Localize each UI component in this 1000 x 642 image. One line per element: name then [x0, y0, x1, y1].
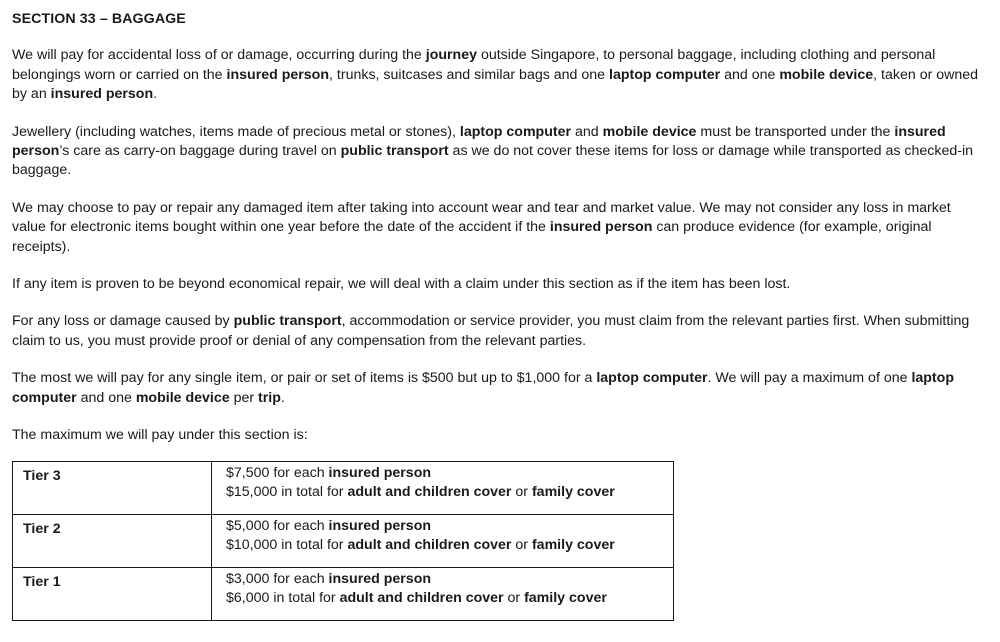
- tier-limits: [212, 514, 674, 567]
- tier-label: Tier 1: [13, 567, 212, 620]
- tier-limits: [212, 567, 674, 620]
- text-run: , taken or owned by an: [12, 66, 979, 103]
- defined-term: insured person: [328, 464, 432, 481]
- defined-term: insured person: [328, 517, 432, 534]
- per-person-limit: [226, 464, 663, 483]
- paragraph: [12, 275, 988, 294]
- text-run: The most we will pay for any single item, or pair or set of items is $500 but up to $1,000 for a: [12, 370, 597, 387]
- tier-limits: [212, 461, 674, 514]
- total-limit: [226, 483, 663, 502]
- defined-term: adult and children cover: [339, 589, 504, 606]
- text-run: and: [571, 123, 603, 140]
- text-run: must be transported under the: [696, 123, 895, 140]
- paragraph: [12, 46, 988, 104]
- defined-term: laptop computer: [609, 66, 721, 83]
- defined-term: mobile device: [602, 123, 697, 140]
- defined-term: family cover: [524, 589, 607, 606]
- defined-term: laptop computer: [596, 370, 708, 387]
- defined-term: insured person: [50, 86, 154, 103]
- tier-label: Tier 3: [13, 461, 212, 514]
- text-run: and one: [76, 389, 136, 406]
- text-run: For any loss or damage caused by: [12, 313, 234, 330]
- total-limit: [226, 536, 663, 555]
- defined-term: family cover: [531, 536, 615, 553]
- defined-term: adult and children cover: [347, 536, 512, 553]
- text-run: , trunks, suitcases and similar bags and one: [329, 66, 609, 83]
- paragraph: [12, 123, 988, 181]
- text-run: We may choose to pay or repair any damaged item after taking into account wear and tear and market value. We may not consider any loss in market value for electronic items bought within one year before the date of the accident if the: [12, 199, 951, 236]
- text-run: $7,500 for each: [226, 464, 329, 481]
- text-run: can produce evidence (for example, original receipts).: [12, 219, 932, 255]
- text-run: or: [511, 536, 532, 553]
- text-run: $15,000 in total for: [226, 483, 348, 500]
- defined-term: mobile device: [135, 389, 230, 406]
- text-run: per: [229, 389, 259, 406]
- total-limit: [226, 589, 663, 608]
- text-run: ’s care as carry-on baggage during travel on: [59, 143, 341, 160]
- text-run: . We will pay a maximum of one: [707, 370, 912, 387]
- per-person-limit: [226, 570, 663, 589]
- per-person-limit: [226, 517, 663, 536]
- text-run: $5,000 for each: [226, 517, 329, 534]
- defined-term: insured person: [328, 570, 432, 587]
- defined-term: public transport: [340, 143, 449, 160]
- defined-term: journey: [425, 47, 477, 64]
- paragraph: [12, 312, 988, 351]
- text-run: .: [280, 389, 285, 406]
- defined-term: trip: [258, 389, 281, 406]
- text-run: as we do not cover these items for loss or damage while transported as checked-in baggage.: [12, 143, 974, 179]
- defined-term: insured person: [226, 66, 330, 83]
- text-run: or: [511, 483, 532, 500]
- text-run: and one: [720, 66, 780, 83]
- defined-term: public transport: [233, 313, 342, 330]
- text-run: $3,000 for each: [226, 570, 329, 587]
- defined-term: adult and children cover: [347, 483, 512, 500]
- table-row: [13, 514, 674, 567]
- section-title: SECTION 33 – BAGGAGE: [12, 11, 186, 27]
- text-run: outside Singapore, to personal baggage, including clothing and personal belongings worn or carried on the: [12, 47, 936, 83]
- defined-term: laptop computer: [459, 123, 572, 140]
- text-run: We will pay for accidental loss of or damage, occurring during the: [12, 47, 426, 64]
- table-row: [13, 461, 674, 514]
- paragraph: [12, 426, 988, 445]
- text-run: .: [153, 86, 158, 103]
- text-run: $10,000 in total for: [226, 536, 348, 553]
- text-run: $6,000 in total for: [226, 589, 340, 606]
- benefit-limits-table: [12, 461, 674, 621]
- text-run: , accommodation or service provider, you must claim from the relevant parties first. When submitting claim to us, you must provide proof or denial of any compensation from the relevant parties.: [12, 313, 970, 349]
- defined-term: laptop computer: [12, 370, 954, 406]
- section-body: [12, 46, 988, 445]
- table-row: [13, 567, 674, 620]
- paragraph: [12, 369, 988, 408]
- text-run: If any item is proven to be beyond economical repair, we will deal with a claim under this section as if the item has been lost.: [12, 276, 791, 293]
- text-run: or: [503, 589, 525, 606]
- defined-term: insured person: [549, 219, 653, 236]
- text-run: The maximum we will pay under this section is:: [12, 427, 308, 444]
- text-run: Jewellery (including watches, items made of precious metal or stones),: [12, 123, 460, 140]
- paragraph: [12, 199, 988, 257]
- defined-term: insured person: [12, 123, 946, 160]
- tier-label: Tier 2: [13, 514, 212, 567]
- defined-term: family cover: [531, 483, 615, 500]
- defined-term: mobile device: [779, 66, 874, 83]
